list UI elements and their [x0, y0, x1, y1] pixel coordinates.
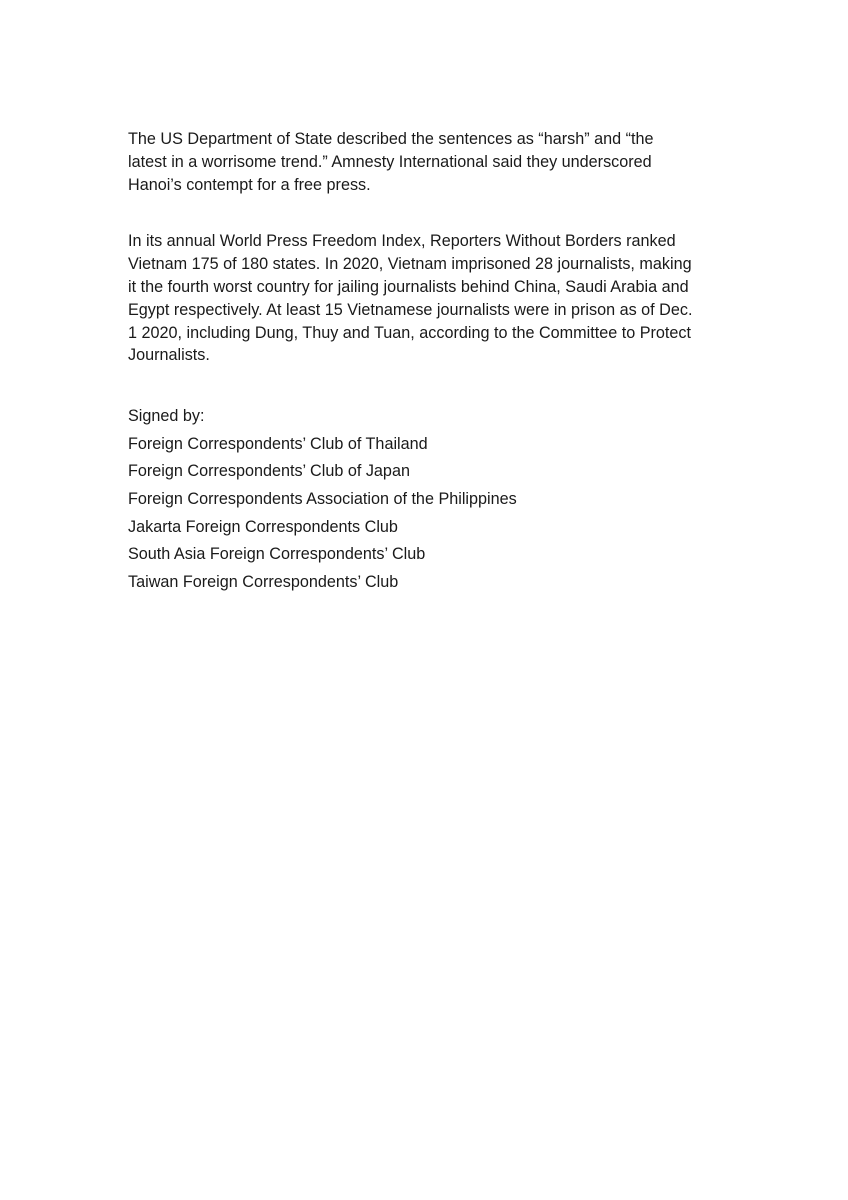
text-line: it the fourth worst country for jailing journalists behind China, Saudi Arabia and [128, 277, 689, 296]
text-line: Journalists. [128, 346, 210, 365]
document-body [128, 128, 728, 596]
signatory-fcc-thailand: Foreign Correspondents’ Club of Thailand [128, 434, 428, 453]
signatory-jakarta-fcc: Jakarta Foreign Correspondents Club [128, 517, 398, 536]
text-line: Hanoi’s contempt for a free press. [128, 175, 371, 194]
text-line: 1 2020, including Dung, Thuy and Tuan, according to the Committee to Protect [128, 323, 692, 342]
text-line: In its annual World Press Freedom Index, Reporters Without Borders ranked [128, 232, 676, 251]
paragraph-us-state-department [128, 128, 728, 196]
signatory-taiwan-fcc: Taiwan Foreign Correspondents’ Club [128, 572, 399, 591]
paragraph-press-freedom-index [128, 230, 728, 367]
text-line: Egypt respectively. At least 15 Vietnamese journalists were in prison as of Dec. [128, 300, 693, 319]
signatory-fcc-japan: Foreign Correspondents’ Club of Japan [128, 462, 410, 481]
signatories-section [128, 403, 728, 596]
text-line: latest in a worrisome trend.” Amnesty International said they underscored [128, 152, 652, 171]
signatories-list [128, 403, 728, 596]
signatory-south-asia-fcc: South Asia Foreign Correspondents’ Club [128, 545, 426, 564]
signed-by-heading: Signed by: [128, 407, 205, 426]
signatory-fca-philippines: Foreign Correspondents Association of the Philippines [128, 489, 517, 508]
text-line: The US Department of State described the sentences as “harsh” and “the [128, 130, 654, 148]
text-line: Vietnam 175 of 180 states. In 2020, Vietnam imprisoned 28 journalists, making [128, 255, 692, 274]
